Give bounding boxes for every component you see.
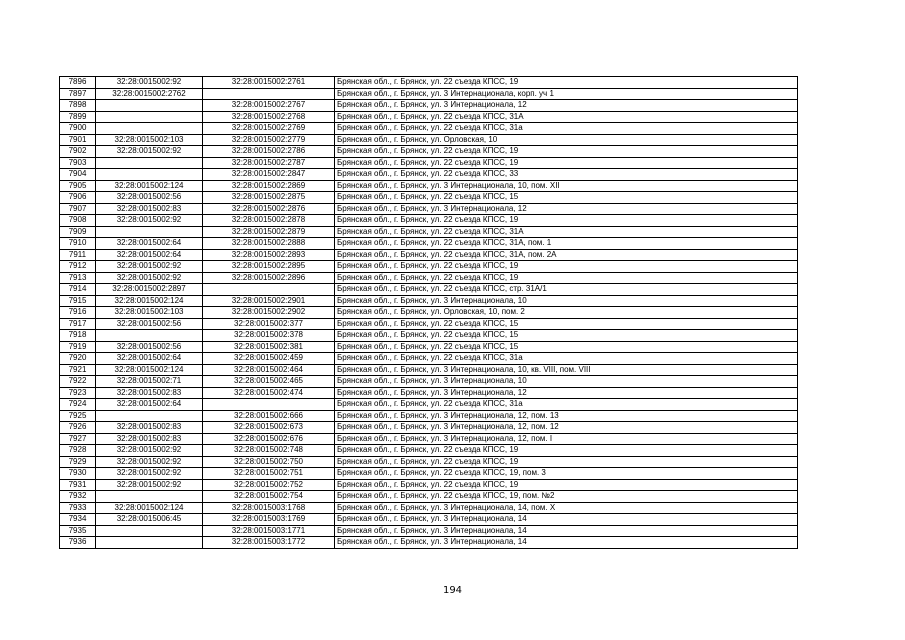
row-number-cell: 7921 xyxy=(60,364,96,376)
land-parcel-number-cell: 32:28:0015006:45 xyxy=(96,514,203,526)
address-cell: Брянская обл., г. Брянск, ул. 3 Интернационала, 10, пом. XII xyxy=(335,180,798,192)
table-row xyxy=(60,364,798,376)
land-parcel-number-cell: 32:28:0015002:83 xyxy=(96,387,203,399)
address-cell: Брянская обл., г. Брянск, ул. 3 Интернационала, корп. уч 1 xyxy=(335,88,798,100)
address-cell: Брянская обл., г. Брянск, ул. 3 Интернационала, 14 xyxy=(335,525,798,537)
table-row xyxy=(60,353,798,365)
address-cell: Брянская обл., г. Брянск, ул. 22 съезда КПСС, 19 xyxy=(335,77,798,89)
row-number-cell: 7922 xyxy=(60,376,96,388)
row-number-cell: 7916 xyxy=(60,307,96,319)
table-row xyxy=(60,491,798,503)
land-parcel-number-cell xyxy=(96,169,203,181)
table-row xyxy=(60,445,798,457)
object-number-cell: 32:28:0015003:1768 xyxy=(203,502,335,514)
land-parcel-number-cell: 32:28:0015002:83 xyxy=(96,422,203,434)
row-number-cell: 7914 xyxy=(60,284,96,296)
object-number-cell: 32:28:0015002:2847 xyxy=(203,169,335,181)
row-number-cell: 7929 xyxy=(60,456,96,468)
row-number-cell: 7909 xyxy=(60,226,96,238)
table-row xyxy=(60,123,798,135)
table-row xyxy=(60,456,798,468)
object-number-cell: 32:28:0015002:459 xyxy=(203,353,335,365)
row-number-cell: 7926 xyxy=(60,422,96,434)
land-parcel-number-cell: 32:28:0015002:92 xyxy=(96,146,203,158)
object-number-cell: 32:28:0015002:381 xyxy=(203,341,335,353)
row-number-cell: 7913 xyxy=(60,272,96,284)
row-number-cell: 7917 xyxy=(60,318,96,330)
land-parcel-number-cell: 32:28:0015002:124 xyxy=(96,295,203,307)
object-number-cell xyxy=(203,399,335,411)
table-row xyxy=(60,341,798,353)
row-number-cell: 7903 xyxy=(60,157,96,169)
land-parcel-number-cell xyxy=(96,157,203,169)
land-parcel-number-cell xyxy=(96,226,203,238)
land-parcel-number-cell xyxy=(96,123,203,135)
address-cell: Брянская обл., г. Брянск, ул. 22 съезда КПСС, 19 xyxy=(335,479,798,491)
land-parcel-number-cell: 32:28:0015002:71 xyxy=(96,376,203,388)
land-parcel-number-cell: 32:28:0015002:64 xyxy=(96,249,203,261)
address-cell: Брянская обл., г. Брянск, ул. 22 съезда КПСС, 19 xyxy=(335,456,798,468)
table-row xyxy=(60,525,798,537)
address-cell: Брянская обл., г. Брянск, ул. 3 Интернационала, 12, пом. 12 xyxy=(335,422,798,434)
object-number-cell xyxy=(203,88,335,100)
row-number-cell: 7899 xyxy=(60,111,96,123)
row-number-cell: 7933 xyxy=(60,502,96,514)
row-number-cell: 7911 xyxy=(60,249,96,261)
address-cell: Брянская обл., г. Брянск, ул. 22 съезда КПСС, 15 xyxy=(335,192,798,204)
object-number-cell: 32:28:0015002:2896 xyxy=(203,272,335,284)
address-cell: Брянская обл., г. Брянск, ул. 22 съезда КПСС, 31а xyxy=(335,399,798,411)
land-parcel-number-cell xyxy=(96,410,203,422)
land-parcel-number-cell: 32:28:0015002:64 xyxy=(96,353,203,365)
address-cell: Брянская обл., г. Брянск, ул. 3 Интернационала, 14 xyxy=(335,514,798,526)
table-row xyxy=(60,203,798,215)
object-number-cell: 32:28:0015002:673 xyxy=(203,422,335,434)
row-number-cell: 7908 xyxy=(60,215,96,227)
cadastral-table xyxy=(59,76,798,549)
table-row xyxy=(60,376,798,388)
row-number-cell: 7906 xyxy=(60,192,96,204)
table-row xyxy=(60,502,798,514)
address-cell: Брянская обл., г. Брянск, ул. 22 съезда КПСС, 31А xyxy=(335,111,798,123)
address-cell: Брянская обл., г. Брянск, ул. 3 Интернационала, 12 xyxy=(335,100,798,112)
row-number-cell: 7898 xyxy=(60,100,96,112)
address-cell: Брянская обл., г. Брянск, ул. 22 съезда КПСС, 19 xyxy=(335,261,798,273)
row-number-cell: 7928 xyxy=(60,445,96,457)
land-parcel-number-cell: 32:28:0015002:103 xyxy=(96,307,203,319)
address-cell: Брянская обл., г. Брянск, ул. 3 Интернационала, 12 xyxy=(335,203,798,215)
row-number-cell: 7915 xyxy=(60,295,96,307)
object-number-cell: 32:28:0015002:2767 xyxy=(203,100,335,112)
land-parcel-number-cell: 32:28:0015002:92 xyxy=(96,445,203,457)
row-number-cell: 7904 xyxy=(60,169,96,181)
object-number-cell: 32:28:0015002:2901 xyxy=(203,295,335,307)
table-row xyxy=(60,249,798,261)
object-number-cell: 32:28:0015002:2888 xyxy=(203,238,335,250)
table-row xyxy=(60,111,798,123)
row-number-cell: 7897 xyxy=(60,88,96,100)
land-parcel-number-cell: 32:28:0015002:92 xyxy=(96,261,203,273)
object-number-cell: 32:28:0015002:2769 xyxy=(203,123,335,135)
land-parcel-number-cell: 32:28:0015002:92 xyxy=(96,215,203,227)
land-parcel-number-cell: 32:28:0015002:103 xyxy=(96,134,203,146)
land-parcel-number-cell: 32:28:0015002:124 xyxy=(96,364,203,376)
address-cell: Брянская обл., г. Брянск, ул. 22 съезда КПСС, 31а xyxy=(335,123,798,135)
land-parcel-number-cell: 32:28:0015002:56 xyxy=(96,341,203,353)
land-parcel-number-cell: 32:28:0015002:92 xyxy=(96,272,203,284)
address-cell: Брянская обл., г. Брянск, ул. 22 съезда КПСС, 19 xyxy=(335,445,798,457)
row-number-cell: 7925 xyxy=(60,410,96,422)
address-cell: Брянская обл., г. Брянск, ул. Орловская, 10 xyxy=(335,134,798,146)
row-number-cell: 7896 xyxy=(60,77,96,89)
row-number-cell: 7930 xyxy=(60,468,96,480)
object-number-cell: 32:28:0015003:1771 xyxy=(203,525,335,537)
land-parcel-number-cell xyxy=(96,537,203,549)
table-row xyxy=(60,330,798,342)
land-parcel-number-cell: 32:28:0015002:64 xyxy=(96,399,203,411)
object-number-cell: 32:28:0015003:1769 xyxy=(203,514,335,526)
address-cell: Брянская обл., г. Брянск, ул. 22 съезда КПСС, 15 xyxy=(335,330,798,342)
table-row xyxy=(60,226,798,238)
row-number-cell: 7923 xyxy=(60,387,96,399)
table-row xyxy=(60,77,798,89)
address-cell: Брянская обл., г. Брянск, ул. 22 съезда КПСС, 19, пом. №2 xyxy=(335,491,798,503)
table-row xyxy=(60,468,798,480)
table-row xyxy=(60,284,798,296)
address-cell: Брянская обл., г. Брянск, ул. 22 съезда КПСС, 31А, пом. 1 xyxy=(335,238,798,250)
land-parcel-number-cell: 32:28:0015002:124 xyxy=(96,502,203,514)
object-number-cell: 32:28:0015002:2768 xyxy=(203,111,335,123)
object-number-cell: 32:28:0015002:752 xyxy=(203,479,335,491)
table-row xyxy=(60,238,798,250)
table-row xyxy=(60,215,798,227)
row-number-cell: 7927 xyxy=(60,433,96,445)
land-parcel-number-cell: 32:28:0015002:124 xyxy=(96,180,203,192)
address-cell: Брянская обл., г. Брянск, ул. 22 съезда КПСС, 33 xyxy=(335,169,798,181)
land-parcel-number-cell xyxy=(96,330,203,342)
row-number-cell: 7924 xyxy=(60,399,96,411)
row-number-cell: 7920 xyxy=(60,353,96,365)
land-parcel-number-cell: 32:28:0015002:83 xyxy=(96,433,203,445)
address-cell: Брянская обл., г. Брянск, ул. 22 съезда КПСС, 19 xyxy=(335,272,798,284)
table-row xyxy=(60,146,798,158)
object-number-cell: 32:28:0015002:676 xyxy=(203,433,335,445)
table-row xyxy=(60,410,798,422)
table-row xyxy=(60,192,798,204)
object-number-cell: 32:28:0015002:748 xyxy=(203,445,335,457)
object-number-cell: 32:28:0015002:378 xyxy=(203,330,335,342)
row-number-cell: 7932 xyxy=(60,491,96,503)
object-number-cell: 32:28:0015002:2869 xyxy=(203,180,335,192)
address-cell: Брянская обл., г. Брянск, ул. 22 съезда КПСС, 19 xyxy=(335,146,798,158)
address-cell: Брянская обл., г. Брянск, ул. 22 съезда КПСС, 15 xyxy=(335,341,798,353)
land-parcel-number-cell xyxy=(96,525,203,537)
row-number-cell: 7935 xyxy=(60,525,96,537)
land-parcel-number-cell: 32:28:0015002:56 xyxy=(96,192,203,204)
object-number-cell: 32:28:0015002:2779 xyxy=(203,134,335,146)
address-cell: Брянская обл., г. Брянск, ул. 22 съезда КПСС, 19 xyxy=(335,215,798,227)
row-number-cell: 7907 xyxy=(60,203,96,215)
land-parcel-number-cell: 32:28:0015002:2897 xyxy=(96,284,203,296)
object-number-cell: 32:28:0015002:2895 xyxy=(203,261,335,273)
row-number-cell: 7900 xyxy=(60,123,96,135)
table-row xyxy=(60,134,798,146)
table-row xyxy=(60,100,798,112)
table-row xyxy=(60,295,798,307)
land-parcel-number-cell xyxy=(96,491,203,503)
land-parcel-number-cell: 32:28:0015002:92 xyxy=(96,468,203,480)
land-parcel-number-cell: 32:28:0015002:56 xyxy=(96,318,203,330)
object-number-cell: 32:28:0015002:754 xyxy=(203,491,335,503)
table-row xyxy=(60,88,798,100)
table-row xyxy=(60,157,798,169)
object-number-cell: 32:28:0015002:2876 xyxy=(203,203,335,215)
land-parcel-number-cell: 32:28:0015002:83 xyxy=(96,203,203,215)
address-cell: Брянская обл., г. Брянск, ул. 3 Интернационала, 12, пом. I xyxy=(335,433,798,445)
table-row xyxy=(60,387,798,399)
address-cell: Брянская обл., г. Брянск, ул. 3 Интернационала, 14, пом. X xyxy=(335,502,798,514)
table-row xyxy=(60,537,798,549)
land-parcel-number-cell: 32:28:0015002:92 xyxy=(96,77,203,89)
object-number-cell: 32:28:0015002:464 xyxy=(203,364,335,376)
address-cell: Брянская обл., г. Брянск, ул. 3 Интернационала, 12, пом. 13 xyxy=(335,410,798,422)
table-row xyxy=(60,422,798,434)
address-cell: Брянская обл., г. Брянск, ул. 3 Интернационала, 10 xyxy=(335,376,798,388)
object-number-cell: 32:28:0015002:751 xyxy=(203,468,335,480)
table-row xyxy=(60,307,798,319)
address-cell: Брянская обл., г. Брянск, ул. 3 Интернационала, 10 xyxy=(335,295,798,307)
table-row xyxy=(60,272,798,284)
object-number-cell: 32:28:0015002:2893 xyxy=(203,249,335,261)
land-parcel-number-cell: 32:28:0015002:2762 xyxy=(96,88,203,100)
object-number-cell: 32:28:0015002:2875 xyxy=(203,192,335,204)
address-cell: Брянская обл., г. Брянск, ул. 22 съезда КПСС, 15 xyxy=(335,318,798,330)
land-parcel-number-cell: 32:28:0015002:64 xyxy=(96,238,203,250)
cadastral-table-body xyxy=(60,77,798,549)
address-cell: Брянская обл., г. Брянск, ул. 3 Интернационала, 10, кв. VIII, пом. VIII xyxy=(335,364,798,376)
land-parcel-number-cell xyxy=(96,111,203,123)
object-number-cell xyxy=(203,284,335,296)
address-cell: Брянская обл., г. Брянск, ул. 22 съезда КПСС, 31а xyxy=(335,353,798,365)
page-number: 194 xyxy=(442,585,463,596)
table-row xyxy=(60,433,798,445)
row-number-cell: 7901 xyxy=(60,134,96,146)
row-number-cell: 7910 xyxy=(60,238,96,250)
address-cell: Брянская обл., г. Брянск, ул. 22 съезда КПСС, 31А, пом. 2А xyxy=(335,249,798,261)
object-number-cell: 32:28:0015002:465 xyxy=(203,376,335,388)
table-row xyxy=(60,180,798,192)
table-row xyxy=(60,169,798,181)
address-cell: Брянская обл., г. Брянск, ул. 22 съезда КПСС, 19 xyxy=(335,157,798,169)
table-row xyxy=(60,514,798,526)
object-number-cell: 32:28:0015002:666 xyxy=(203,410,335,422)
object-number-cell: 32:28:0015002:750 xyxy=(203,456,335,468)
address-cell: Брянская обл., г. Брянск, ул. 3 Интернационала, 12 xyxy=(335,387,798,399)
address-cell: Брянская обл., г. Брянск, ул. 22 съезда КПСС, стр. 31А/1 xyxy=(335,284,798,296)
object-number-cell: 32:28:0015002:2761 xyxy=(203,77,335,89)
object-number-cell: 32:28:0015002:2878 xyxy=(203,215,335,227)
row-number-cell: 7934 xyxy=(60,514,96,526)
land-parcel-number-cell: 32:28:0015002:92 xyxy=(96,479,203,491)
object-number-cell: 32:28:0015002:2786 xyxy=(203,146,335,158)
object-number-cell: 32:28:0015002:2879 xyxy=(203,226,335,238)
object-number-cell: 32:28:0015002:2787 xyxy=(203,157,335,169)
land-parcel-number-cell xyxy=(96,100,203,112)
address-cell: Брянская обл., г. Брянск, ул. 22 съезда КПСС, 19, пом. 3 xyxy=(335,468,798,480)
object-number-cell: 32:28:0015002:474 xyxy=(203,387,335,399)
table-row xyxy=(60,399,798,411)
row-number-cell: 7902 xyxy=(60,146,96,158)
row-number-cell: 7912 xyxy=(60,261,96,273)
address-cell: Брянская обл., г. Брянск, ул. 22 съезда КПСС, 31А xyxy=(335,226,798,238)
address-cell: Брянская обл., г. Брянск, ул. 3 Интернационала, 14 xyxy=(335,537,798,549)
table-row xyxy=(60,318,798,330)
address-cell: Брянская обл., г. Брянск, ул. Орловская, 10, пом. 2 xyxy=(335,307,798,319)
row-number-cell: 7918 xyxy=(60,330,96,342)
row-number-cell: 7936 xyxy=(60,537,96,549)
row-number-cell: 7919 xyxy=(60,341,96,353)
land-parcel-number-cell: 32:28:0015002:92 xyxy=(96,456,203,468)
object-number-cell: 32:28:0015002:2902 xyxy=(203,307,335,319)
object-number-cell: 32:28:0015003:1772 xyxy=(203,537,335,549)
row-number-cell: 7905 xyxy=(60,180,96,192)
table-row xyxy=(60,261,798,273)
row-number-cell: 7931 xyxy=(60,479,96,491)
table-row xyxy=(60,479,798,491)
object-number-cell: 32:28:0015002:377 xyxy=(203,318,335,330)
